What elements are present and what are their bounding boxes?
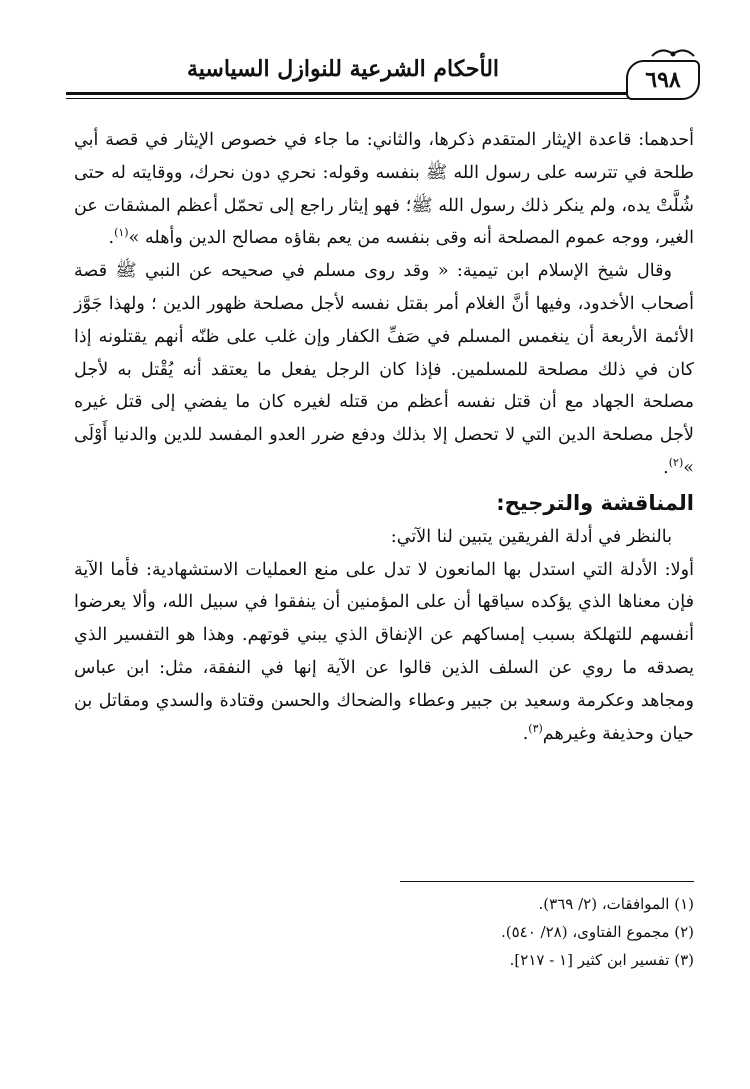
page-number: ٦٩٨ [626,60,700,100]
paragraph: أولا: الأدلة التي استدل بها المانعون لا تدل على منع العمليات الاستشهادية: فأما الآية فإن معناها الذي يؤكده سياقها أن على المؤمنين أن ينفقوا في سبيل الله، وألا يعرضوا أنفسهم للتهلكة بسبب إمساكهم عن الإنفاق الذي يبني قوتهم. وهذا هو التفسير الذي يصدقه ما روي عن السلف الذين قالوا عن الآية إنها في النفقة، مثل: ابن عباس ومجاهد وعكرمة وسعيد بن جبير وعطاء والضحاك والحسن وقتادة والسدي ومقاتل بن حيان وحذيفة وغيرهم$^{(٣)}$. [74,559,694,744]
paragraph: وقال شيخ الإسلام ابن تيمية: « وقد روى مسلم في صحيحه عن النبي ﷺ قصة أصحاب الأخدود، وفيها أنَّ الغلام أمر بقتل نفسه لأجل مصلحة ظهور الدين ؛ ولهذا جَوَّز الأئمة الأربعة أن ينغمس المسلم في صَفِّ الكفار وإن غلب على ظنّه أنهم يقتلونه إذا كان في ذلك مصلحة للمسلمين. فإذا كان الرجل يفعل ما يعتقد أنه يُقْتل به لأجل مصلحة الجهاد مع أن قتل نفسه أعظم من قتله لغيره كان ما يفضي إلى قتل غيره لأجل مصلحة الدين التي لا تحصل إلا بذلك ودفع ضرر العدو المفسد للدين والدنيا أَوْلَى »$^{(٢)}$. [74,261,694,478]
footnote: (١) الموافقات، (٢/ ٣٦٩). [538,895,694,913]
footnote: (٣) تفسير ابن كثير [١ - ٢١٧]. [509,951,694,969]
header-rule [66,92,628,95]
main-text [74,124,694,750]
running-title: الأحكام الشرعية للنوازل السياسية [186,56,500,82]
paragraph-text: أحدهما: قاعدة الإيثار المتقدم ذكرها، والثاني: ما جاء في خصوص الإيثار في قصة أبي طلحة في تترسه على رسول الله ﷺ بنفسه وقوله: نحري دون نحرك، ووقايته له حتى شُلَّتْ يده، ولم ينكر ذلك رسول الله ﷺ؛ فهو إيثار راجع إلى تحمّل أعظم المشقات عن الغير، ووجه عموم المصلحة أنه وقى بنفسه من يعم بقاؤه مصالح الدين وأهله » [74,130,694,249]
paragraph: أحدهما: قاعدة الإيثار المتقدم ذكرها، والثاني: ما جاء في خصوص الإيثار في قصة أبي طلحة في تترسه على رسول الله ﷺ بنفسه وقوله: نحري دون نحرك، ووقايته له حتى شُلَّتْ يده، ولم ينكر ذلك رسول الله ﷺ؛ فهو إيثار راجع إلى تحمّل أعظم المشقات عن الغير، ووجه عموم المصلحة أنه وقى بنفسه من يعم بقاؤه مصالح الدين وأهله »$^{(١)}$. [74,130,694,249]
section-heading: المناقشة والترجيح: [496,490,694,515]
footnotes [400,890,694,974]
paragraph-text: أولا: الأدلة التي استدل بها المانعون لا تدل على منع العمليات الاستشهادية: فأما الآية فإن معناها الذي يؤكده سياقها أن على المؤمنين أن ينفقوا في سبيل الله، وألا يعرضوا أنفسهم للتهلكة بسبب إمساكهم عن الإنفاق الذي يبني قوتهم. وهذا هو التفسير الذي يصدقه ما روي عن السلف الذين قالوا عن الآية إنها في النفقة، مثل: ابن عباس ومجاهد وعكرمة وسعيد بن جبير وعطاء والضحاك والحسن وقتادة والسدي ومقاتل بن حيان وحذيفة وغيرهم [74,559,694,744]
paragraph-text: وقال شيخ الإسلام ابن تيمية: « وقد روى مسلم في صحيحه عن النبي ﷺ قصة أصحاب الأخدود، وفيها أنَّ الغلام أمر بقتل نفسه لأجل مصلحة ظهور الدين ؛ ولهذا جَوَّز الأئمة الأربعة أن ينغمس المسلم في صَفِّ الكفار وإن غلب على ظنّه أنهم يقتلونه إذا كان في ذلك مصلحة للمسلمين. فإذا كان الرجل يفعل ما يعتقد أنه يُقْتل به لأجل مصلحة الجهاد مع أن قتل نفسه أعظم من قتله لغيره كان ما يفضي إلى قتل غيره لأجل مصلحة الدين التي لا تحصل إلا بذلك ودفع ضرر العدو المفسد للدين والدنيا أَوْلَى » [74,261,694,478]
footnote-ref: (٣) [528,721,543,735]
footnote-ref: (١) [114,226,129,240]
paragraph: بالنظر في أدلة الفريقين يتبين لنا الآتي: [390,526,672,547]
footnote: (٢) مجموع الفتاوى، (٢٨/ ٥٤٠). [500,923,694,941]
footnote-ref: (٢) [668,456,684,470]
page-header [66,42,700,108]
header-rule-thin [66,98,628,99]
footnote-divider [400,881,694,882]
